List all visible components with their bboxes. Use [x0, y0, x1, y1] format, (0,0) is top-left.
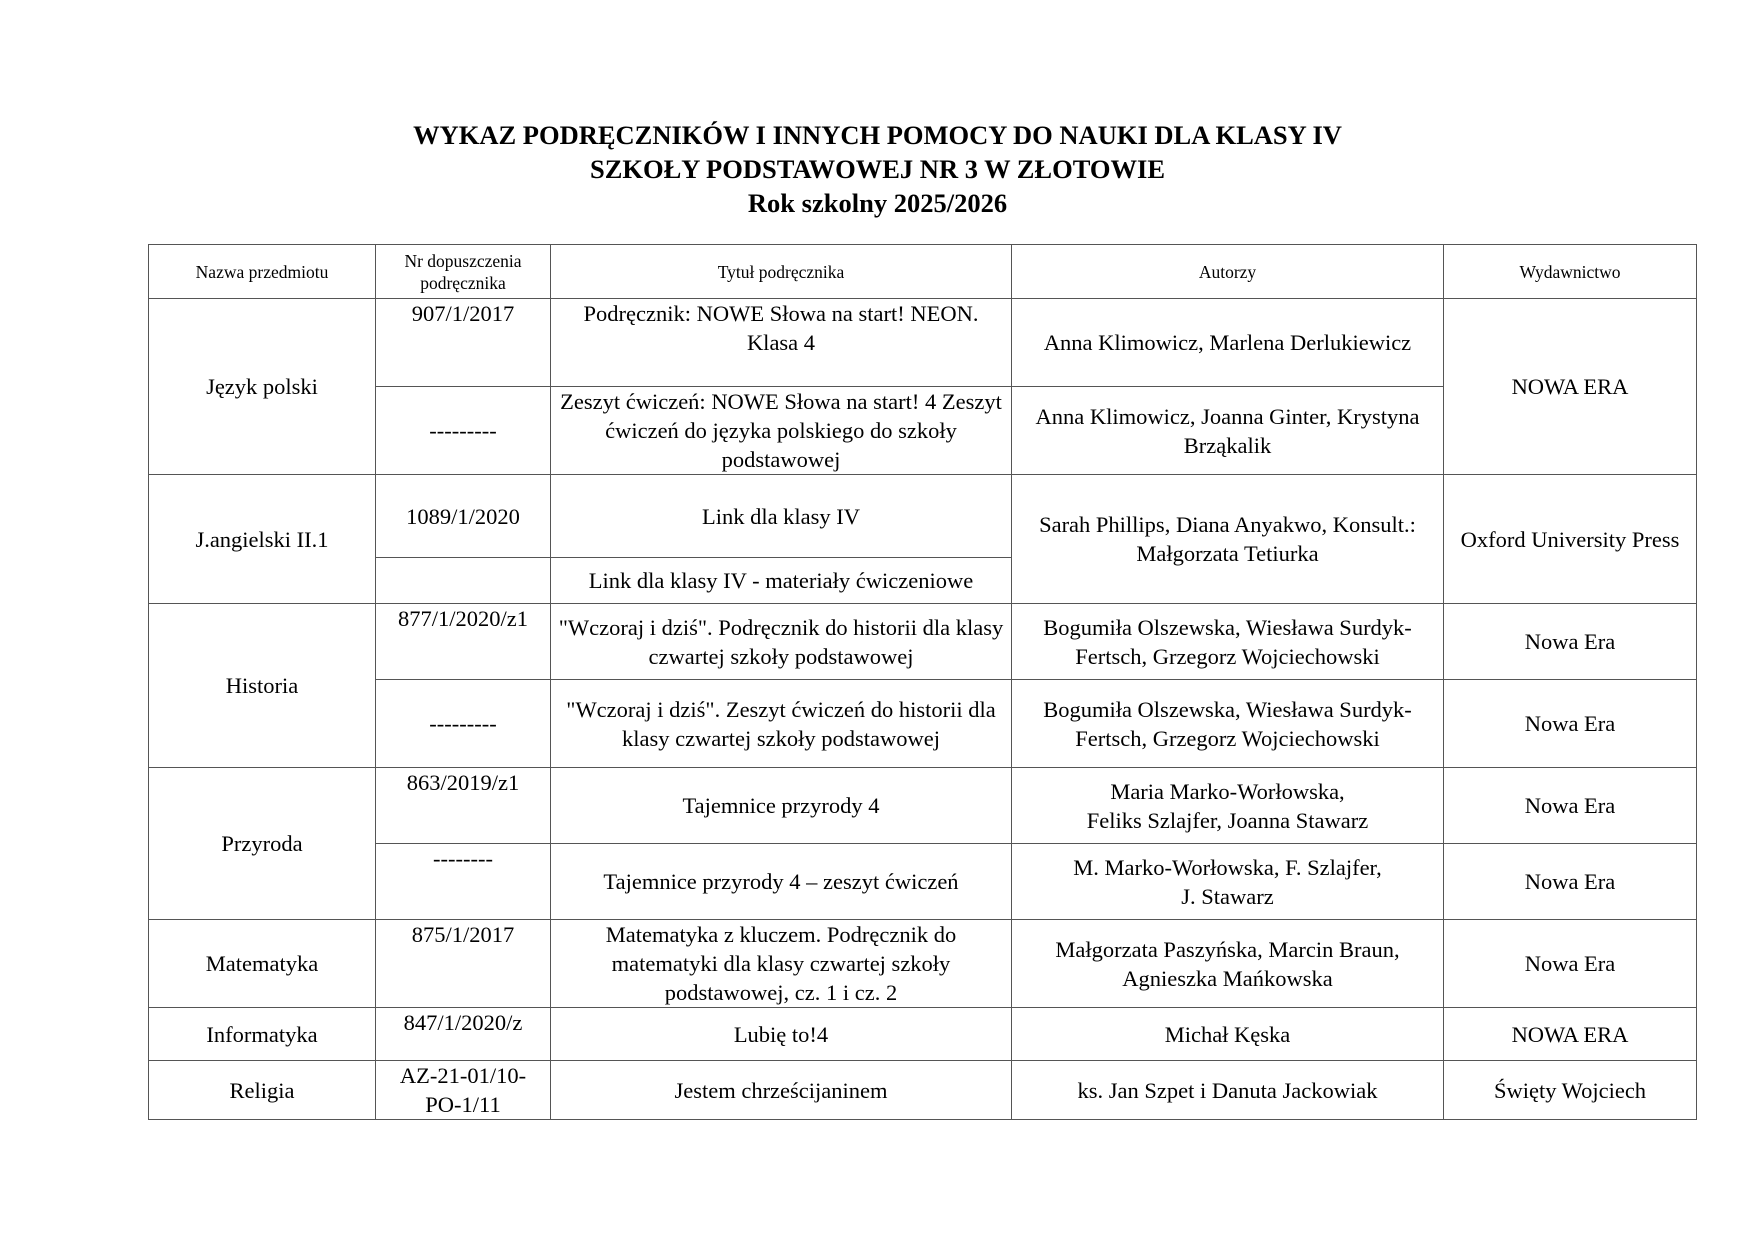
approval-number-cell: --------- — [376, 387, 551, 475]
approval-number-cell: 875/1/2017 — [376, 920, 551, 1008]
authors-cell — [1012, 768, 1444, 844]
title-line-2: SZKOŁY PODSTAWOWEJ NR 3 W ZŁOTOWIE — [589, 154, 1166, 184]
publisher-cell: Nowa Era — [1444, 844, 1697, 920]
document-title — [0, 118, 1755, 220]
authors-cell: Anna Klimowicz, Joanna Ginter, Krystyna Brząkalik — [1012, 387, 1444, 475]
title-cell: Tajemnice przyrody 4 — [551, 768, 1012, 844]
table-row — [149, 920, 1697, 1008]
subject-cell: J.angielski II.1 — [149, 475, 376, 604]
authors-cell: Michał Kęska — [1012, 1008, 1444, 1061]
table-row — [149, 1061, 1697, 1120]
approval-number-cell: 1089/1/2020 — [376, 475, 551, 558]
table-row — [149, 1008, 1697, 1061]
publisher-cell: Nowa Era — [1444, 604, 1697, 680]
authors-line: Feliks Szlajfer, Joanna Stawarz — [1086, 807, 1369, 833]
title-cell: Link dla klasy IV — [551, 475, 1012, 558]
title-cell: Zeszyt ćwiczeń: NOWE Słowa na start! 4 Zeszyt ćwiczeń do języka polskiego do szkoły podstawowej — [551, 387, 1012, 475]
table-row — [149, 768, 1697, 844]
publisher-cell: Święty Wojciech — [1444, 1061, 1697, 1120]
subject-cell: Język polski — [149, 299, 376, 475]
publisher-cell: Nowa Era — [1444, 920, 1697, 1008]
subject-cell: Przyroda — [149, 768, 376, 920]
authors-cell: ks. Jan Szpet i Danuta Jackowiak — [1012, 1061, 1444, 1120]
subject-cell: Matematyka — [149, 920, 376, 1008]
approval-number-cell: -------- — [376, 844, 551, 920]
publisher-cell: Nowa Era — [1444, 768, 1697, 844]
publisher-cell: NOWA ERA — [1444, 1008, 1697, 1061]
publisher-cell: Nowa Era — [1444, 680, 1697, 768]
approval-number-cell: 907/1/2017 — [376, 299, 551, 387]
title-cell: Tajemnice przyrody 4 – zeszyt ćwiczeń — [551, 844, 1012, 920]
approval-number-cell: 863/2019/z1 — [376, 768, 551, 844]
authors-cell: Anna Klimowicz, Marlena Derlukiewicz — [1012, 299, 1444, 387]
textbook-table — [148, 244, 1697, 1120]
approval-number-cell — [376, 558, 551, 604]
publisher-cell: NOWA ERA — [1444, 299, 1697, 475]
title-cell: "Wczoraj i dziś". Podręcznik do historii dla klasy czwartej szkoły podstawowej — [551, 604, 1012, 680]
approval-number-cell: AZ-21-01/10-PO-1/11 — [376, 1061, 551, 1120]
table-row — [149, 680, 1697, 768]
approval-number-cell: --------- — [376, 680, 551, 768]
table-row — [149, 844, 1697, 920]
authors-cell: Sarah Phillips, Diana Anyakwo, Konsult.: Małgorzata Tetiurka — [1012, 475, 1444, 604]
subject-cell: Informatyka — [149, 1008, 376, 1061]
approval-number-cell: 847/1/2020/z — [376, 1008, 551, 1061]
authors-cell — [1012, 844, 1444, 920]
subject-cell: Religia — [149, 1061, 376, 1120]
authors-cell: Bogumiła Olszewska, Wiesława Surdyk-Fertsch, Grzegorz Wojciechowski — [1012, 604, 1444, 680]
authors-cell: Małgorzata Paszyńska, Marcin Braun, Agnieszka Mańkowska — [1012, 920, 1444, 1008]
authors-line: Maria Marko-Worłowska, — [1110, 778, 1345, 804]
title-cell: Lubię to!4 — [551, 1008, 1012, 1061]
title-cell: Jestem chrześcijaninem — [551, 1061, 1012, 1120]
title-cell: Link dla klasy IV - materiały ćwiczeniowe — [551, 558, 1012, 604]
column-header-authors: Autorzy — [1012, 245, 1444, 299]
column-header-approval-number: Nr dopuszczenia podręcznika — [376, 245, 551, 299]
authors-line: M. Marko-Worłowska, F. Szlajfer, — [1073, 854, 1382, 880]
authors-cell: Bogumiła Olszewska, Wiesława Surdyk-Fertsch, Grzegorz Wojciechowski — [1012, 680, 1444, 768]
table-header-row — [149, 245, 1697, 299]
subject-cell: Historia — [149, 604, 376, 768]
column-header-title: Tytuł podręcznika — [551, 245, 1012, 299]
table-row — [149, 475, 1697, 558]
title-line-1: WYKAZ PODRĘCZNIKÓW I INNYCH POMOCY DO NAUKI DLA KLASY IV — [413, 120, 1342, 150]
title-cell: Podręcznik: NOWE Słowa na start! NEON. Klasa 4 — [551, 299, 1012, 387]
column-header-subject: Nazwa przedmiotu — [149, 245, 376, 299]
title-cell: "Wczoraj i dziś". Zeszyt ćwiczeń do historii dla klasy czwartej szkoły podstawowej — [551, 680, 1012, 768]
column-header-publisher: Wydawnictwo — [1444, 245, 1697, 299]
approval-number-cell: 877/1/2020/z1 — [376, 604, 551, 680]
authors-line: J. Stawarz — [1181, 883, 1274, 909]
title-line-3: Rok szkolny 2025/2026 — [747, 188, 1008, 218]
title-cell: Matematyka z kluczem. Podręcznik do matematyki dla klasy czwartej szkoły podstawowej, cz. 1 i cz. 2 — [551, 920, 1012, 1008]
table-row — [149, 299, 1697, 387]
table-row — [149, 604, 1697, 680]
publisher-cell: Oxford University Press — [1444, 475, 1697, 604]
